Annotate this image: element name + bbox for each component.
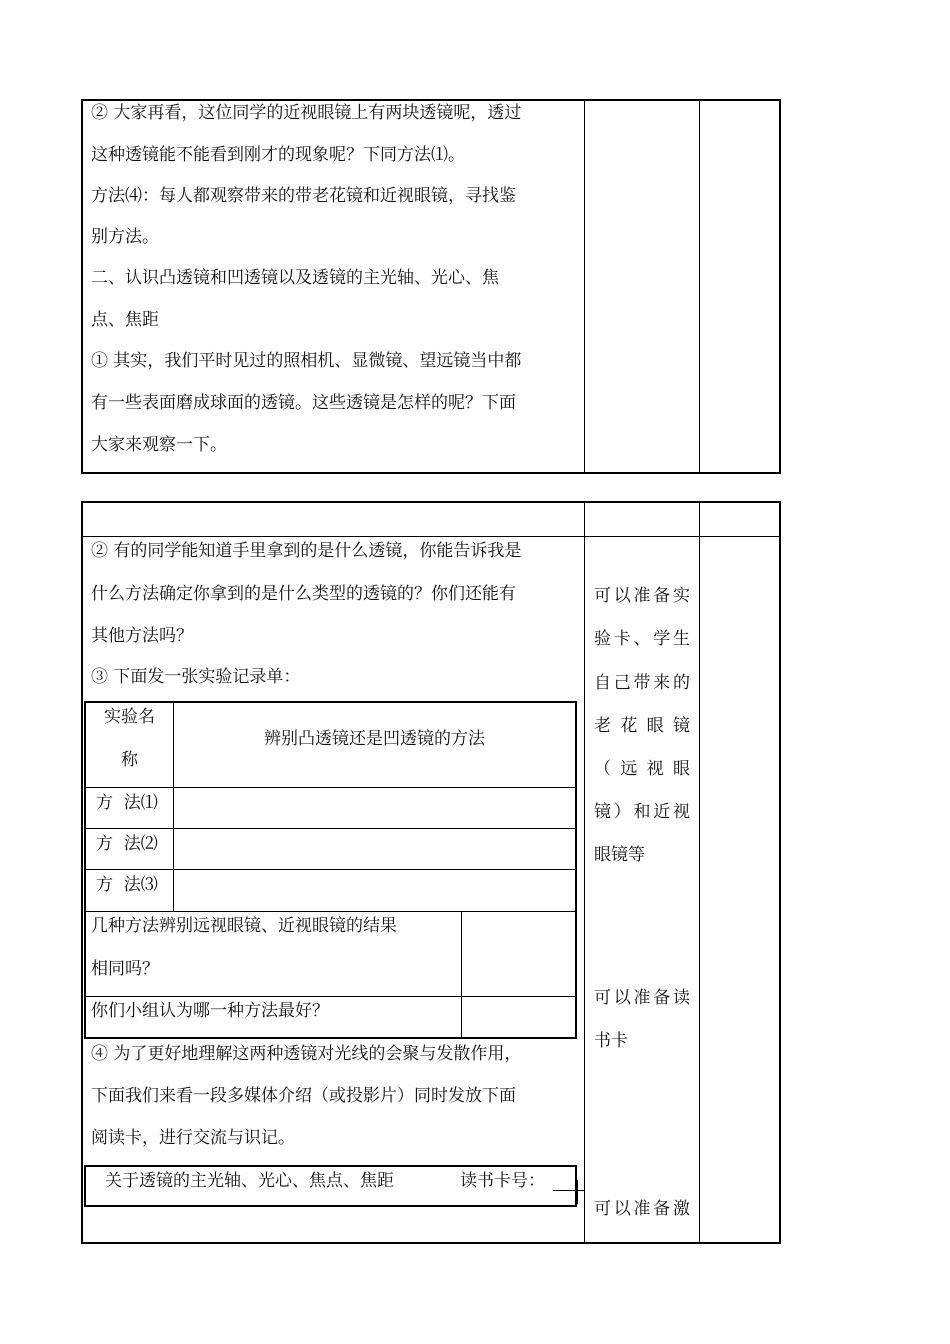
char: 以 [613, 988, 631, 1008]
text-line: 下面我们来看一段多媒体介绍（或投影片）同时发放下面 [91, 1086, 516, 1106]
text-line: 其他方法吗？ [91, 626, 193, 646]
text-line: ② 大家再看，这位同学的近视眼镜上有两块透镜呢，透过 [91, 103, 522, 123]
text-line: 二、认识凸透镜和凹透镜以及透镜的主光轴、光心、焦 [91, 268, 499, 288]
record-name-label [86, 748, 173, 772]
prep-note-line [594, 757, 690, 781]
char: 眼 [672, 759, 690, 779]
text-line: 大家来观察一下。 [91, 435, 227, 455]
record-answer-divider [461, 911, 462, 1037]
prep-note-line: 书卡 [594, 1031, 628, 1051]
table2-header-line [82, 536, 780, 537]
record-method-3: 方 法⑶ [96, 875, 158, 895]
char: 和 [633, 802, 651, 822]
table2-divider-1 [584, 502, 585, 1243]
record-row-line [86, 869, 575, 870]
char: 激 [673, 1199, 690, 1219]
prep-note-line [594, 1197, 690, 1221]
table2-divider-2 [699, 502, 700, 1243]
text-line: ① 其实，我们平时见过的照相机、显微镜、望远镜当中都 [91, 351, 522, 371]
char: 准 [633, 586, 651, 606]
text-line: ④ 为了更好地理解这两种透镜对光线的会聚与发散作用， [91, 1044, 522, 1064]
char: 老 [594, 716, 611, 736]
char: 实 [673, 586, 690, 606]
text-line: 点、焦距 [91, 310, 159, 330]
reading-card-number-blank [553, 1190, 585, 1191]
text-line: 有一些表面磨成球面的透镜。这些透镜是怎样的呢？下面 [91, 393, 516, 413]
char: 视 [646, 759, 664, 779]
char: 卡 [613, 629, 631, 649]
char: 镜 [672, 716, 690, 736]
reading-card-number-label: 读书卡号： [460, 1171, 545, 1191]
char: 读 [673, 988, 690, 1008]
text-line: ② 有的同学能知道手里拿到的是什么透镜，你能告诉我是 [91, 541, 522, 561]
record-question-2: 你们小组认为哪一种方法最好？ [91, 1001, 329, 1021]
prep-note-line [594, 986, 690, 1010]
char: 、 [633, 629, 651, 649]
char: 验 [594, 629, 611, 649]
char: 带 [633, 673, 651, 693]
char: 可 [594, 988, 611, 1008]
record-header: 辨别凸透镜还是凹透镜的方法 [264, 729, 485, 749]
char: 可 [594, 1199, 611, 1219]
char: 以 [613, 586, 631, 606]
reading-card-title: 关于透镜的主光轴、光心、焦点、焦距 [105, 1171, 394, 1191]
char: 生 [673, 629, 690, 649]
char: 备 [653, 1199, 671, 1219]
record-method-2: 方 法⑵ [96, 834, 158, 854]
char: 己 [613, 673, 631, 693]
char: 备 [653, 586, 671, 606]
text-line: ③ 下面发一张实验记录单： [91, 667, 301, 687]
char: 学 [653, 629, 671, 649]
record-method-1: 方 法⑴ [96, 793, 158, 813]
reading-card-mark [577, 1180, 578, 1204]
record-name-label-line: 实验名 [104, 707, 155, 727]
record-question-1: 相同吗？ [91, 959, 159, 979]
table1-divider-1 [584, 100, 585, 473]
record-name-label-line: 称 [121, 750, 138, 770]
char: 可 [594, 586, 611, 606]
record-row-line [86, 996, 575, 997]
table1-divider-2 [699, 100, 700, 473]
char: 备 [653, 988, 671, 1008]
record-question-1: 几种方法辨别远视眼镜、近视眼镜的结果 [91, 916, 397, 936]
char: 的 [673, 673, 690, 693]
text-line: 这种透镜能不能看到刚才的现象呢？下同方法⑴。 [91, 145, 465, 165]
char: ） [613, 802, 631, 822]
prep-note-line [594, 714, 690, 738]
record-row-line [86, 911, 575, 912]
prep-note-line: 眼镜等 [594, 845, 645, 865]
char: 以 [613, 1199, 631, 1219]
char: 视 [673, 802, 690, 822]
char: 眼 [646, 716, 664, 736]
char: 近 [653, 802, 671, 822]
char: （ [594, 759, 611, 779]
char: 准 [633, 1199, 651, 1219]
record-row-line [86, 828, 575, 829]
text-line: 什么方法确定你拿到的是什么类型的透镜的？你们还能有 [91, 584, 516, 604]
char: 准 [633, 988, 651, 1008]
record-name-label [86, 705, 173, 729]
char: 自 [594, 673, 611, 693]
text-line: 别方法。 [91, 227, 159, 247]
char: 远 [620, 759, 638, 779]
char: 花 [620, 716, 638, 736]
record-row-line [86, 787, 575, 788]
prep-note-line [594, 671, 690, 695]
text-line: 阅读卡，进行交流与识记。 [91, 1128, 295, 1148]
text-line: 方法⑷：每人都观察带来的带老花镜和近视眼镜，寻找鉴 [91, 186, 516, 206]
char: 镜 [594, 802, 611, 822]
prep-note-line [594, 800, 690, 824]
prep-note-line [594, 584, 690, 608]
prep-note-line [594, 627, 690, 651]
char: 来 [653, 673, 671, 693]
